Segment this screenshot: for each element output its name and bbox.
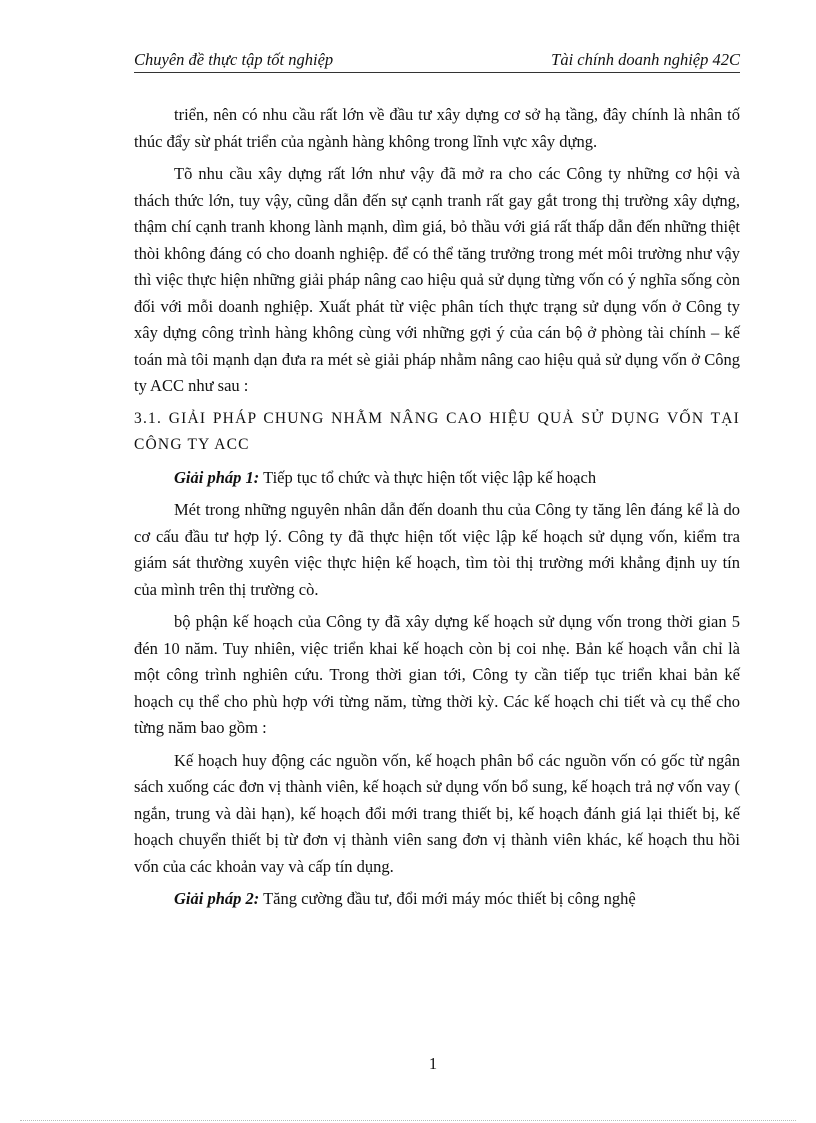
header-right-title: Tài chính doanh nghiệp 42C (551, 50, 740, 69)
header-left-title: Chuyên đề thực tập tốt nghiệp (134, 50, 334, 69)
paragraph-3: Mét trong những nguyên nhân dẫn đến doanh thu của Công ty tăng lên đáng kể là do cơ cấu đầu tư hợp lý. Công ty đã thực hiện tốt việc lập kế hoạch sử dụng vốn, kiểm tra giám sát thường xuyên việc thực hiện kế hoạch, tìm tòi thị trường mới khẳng định uy tín của mình trên thị trường cò. (134, 500, 740, 599)
solution-2-label: Giải pháp 2: (174, 889, 260, 908)
paragraph-5: Kế hoạch huy động các nguồn vốn, kế hoạch phân bổ các nguồn vốn có gốc từ ngân sách xuống các đơn vị thành viên, kế hoạch sử dụng vốn bổ sung, kế hoạch trả nợ vốn vay ( ngắn, trung và dài hạn), kế hoạch đổi mới trang thiết bị, kế hoạch đánh giá lại thiết bị, kế hoạch chuyển thiết bị từ đơn vị thành viên sang đơn vị thành viên khác, kế hoạch thu hồi vốn của các khoản vay và cấp tín dụng. (134, 750, 740, 876)
paragraph-4: bộ phận kế hoạch của Công ty đã xây dựng kế hoạch sử dụng vốn trong thời gian 5 đén 10 năm. Tuy nhiên, việc triển khai kế hoạch còn bị coi nhẹ. Bản kế hoạch vẫn chỉ là một công trình nghiên cứu. Trong thời gian tới, Công ty cần tiếp tục triển khai bản kế hoạch cụ thể cho phù hợp với từng năm, từng thời kỳ. Các kế hoạch chi tiết và cụ thể cho từng năm bao gồm : (134, 612, 740, 737)
solution-2-title (134, 886, 740, 913)
page-header (134, 48, 740, 73)
page-number: 1 (428, 1054, 438, 1073)
page-bottom-divider (20, 1120, 796, 1121)
solution-1-label: Giải pháp 1: (174, 467, 260, 487)
document-body (134, 102, 740, 919)
solution-2-text: Tăng cường đầu tư, đổi mới máy móc thiết bị công nghệ (259, 889, 636, 908)
paragraph-2: Tõ nhu cầu xây dựng rất lớn như vậy đã mở ra cho các Công ty những cơ hội và thách thức lớn, tuy vậy, cũng dẫn đến sự cạnh tranh rất gay gắt trong thị trường xây dựng, thậm chí cạnh tranh khong lành mạnh, dìm giá, bỏ thầu với giá rất thấp dẫn đến những thiệt thòi không đáng có cho doanh nghiệp. để có thể tăng trưởng trong mét môi trường như vậy thì việc thực hiện những giải pháp nâng cao hiệu quả sử dụng từng vốn có ý nghĩa sống còn đối với mỗi doanh nghiệp. Xuất phát từ việc phân tích thực trạng sử dụng vốn ở Công ty xây dựng công trình hàng không cùng với những gợi ý của cán bộ ở phòng tài chính – kế toán mà tôi mạnh dạn đưa ra mét sè giải pháp nhằm nâng cao hiệu quả sử dụng vốn ở Công ty ACC như sau : (134, 164, 740, 395)
solution-1-text: Tiếp tục tổ chức và thực hiện tốt việc lập kế hoạch (259, 467, 597, 487)
paragraph-1: triển, nên có nhu cầu rất lớn về đầu tư xây dựng cơ sở hạ tầng, đây chính là nhân tố thúc đẩy sừ phát triển của ngành hàng không trong lĩnh vực xây dựng. (134, 105, 740, 151)
section-heading: 3.1. GIẢI PHÁP CHUNG NHẰM NÂNG CAO HIỆU QUẢ SỬ DỤNG VỐN TẠI CÔNG TY ACC (134, 409, 740, 453)
solution-1-title (134, 465, 740, 492)
